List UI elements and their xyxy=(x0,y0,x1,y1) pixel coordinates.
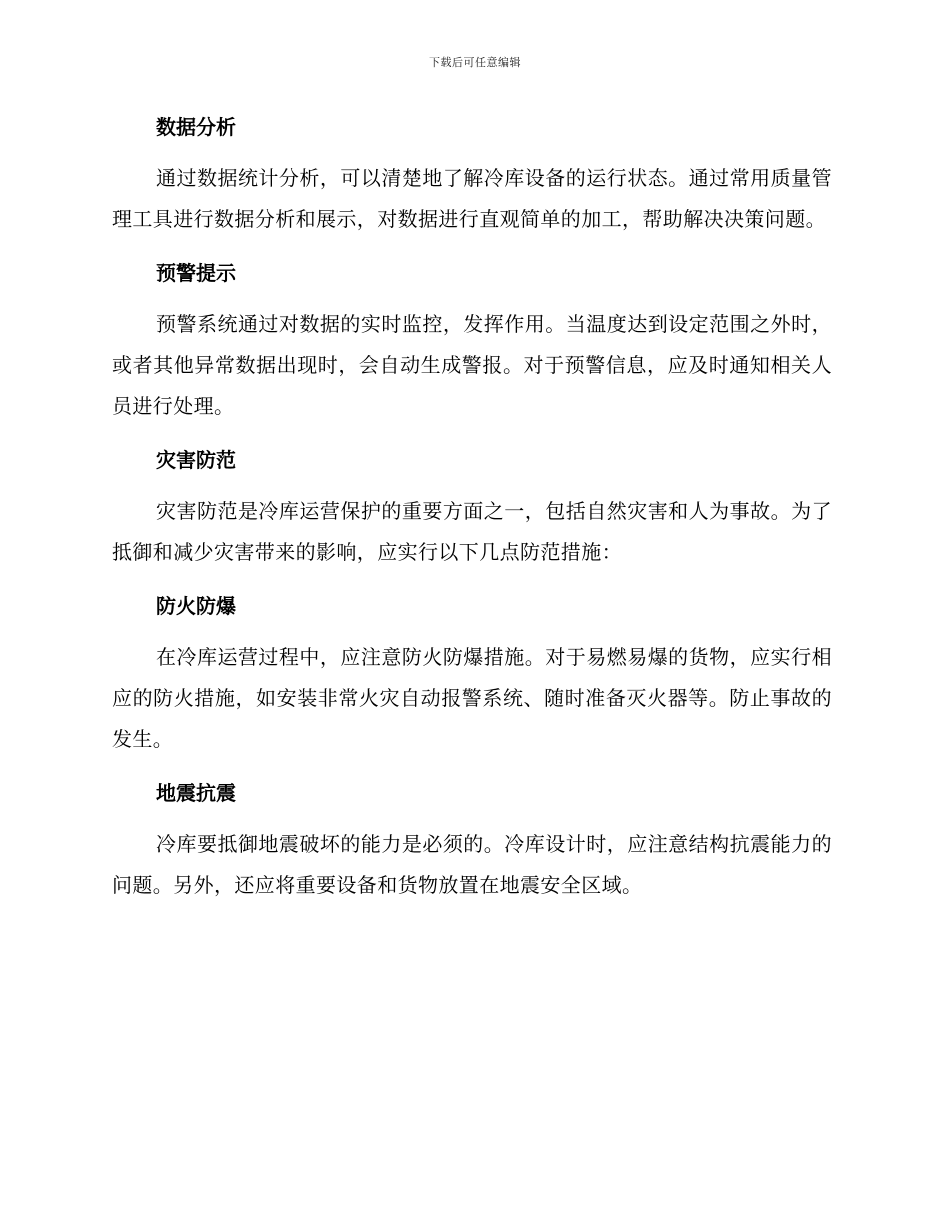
document-content xyxy=(112,108,832,906)
section-heading-warning: 预警提示 xyxy=(156,261,236,285)
section-body-warning: 预警系统通过对数据的实时监控，发挥作用。当温度达到设定范围之外时，或者其他异常数据出现时，会自动生成警报。对于预警信息，应及时通知相关人员进行处理。 xyxy=(112,312,832,418)
section-body-earthquake: 冷库要抵御地震破坏的能力是必须的。冷库设计时，应注意结构抗震能力的问题。另外，还应将重要设备和货物放置在地震安全区域。 xyxy=(112,832,832,897)
section-heading-data-analysis: 数据分析 xyxy=(156,115,236,139)
section-heading-earthquake: 地震抗震 xyxy=(156,781,236,805)
section-body-disaster-prevention: 灾害防范是冷库运营保护的重要方面之一，包括自然灾害和人为事故。为了抵御和减少灾害带来的影响，应实行以下几点防范措施： xyxy=(112,499,832,564)
section-body-data-analysis: 通过数据统计分析，可以清楚地了解冷库设备的运行状态。通过常用质量管理工具进行数据分析和展示，对数据进行直观简单的加工，帮助解决决策问题。 xyxy=(112,166,832,231)
section-body-fire-explosion: 在冷库运营过程中，应注意防火防爆措施。对于易燃易爆的货物，应实行相应的防火措施，如安装非常火灾自动报警系统、随时准备灭火器等。防止事故的发生。 xyxy=(112,645,832,751)
section-heading-fire-explosion: 防火防爆 xyxy=(156,594,236,618)
section-heading-disaster-prevention: 灾害防范 xyxy=(156,448,236,472)
page-header: 下载后可任意编辑 xyxy=(429,56,521,69)
